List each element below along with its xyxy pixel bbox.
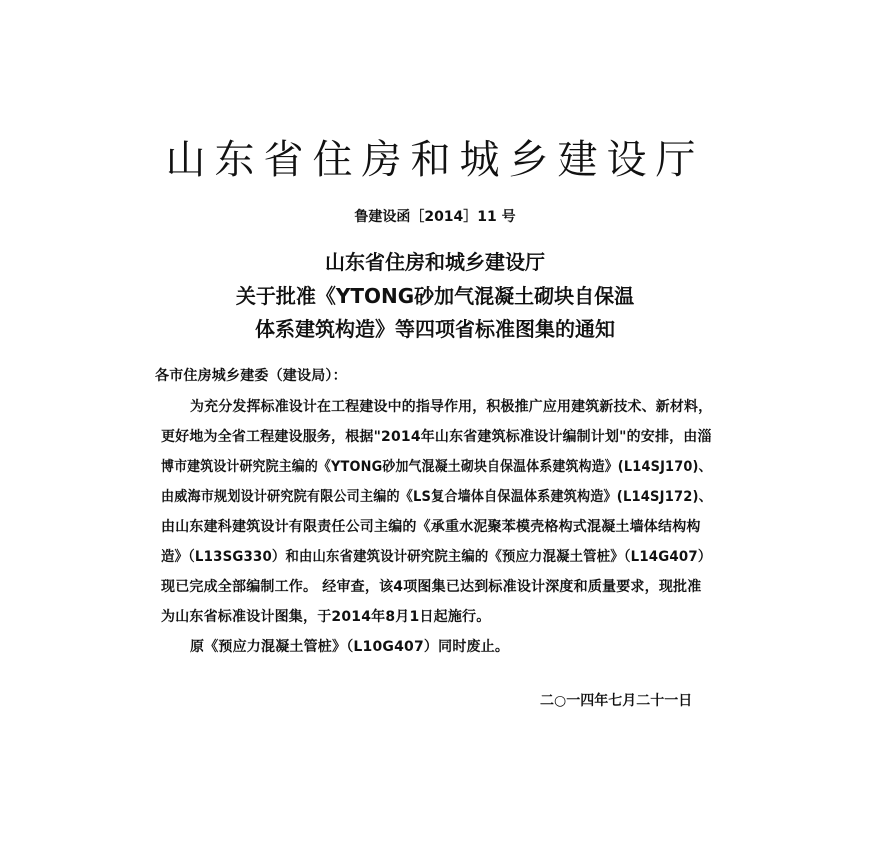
issue-date: 二○一四年七月二十一日 bbox=[540, 693, 693, 709]
salutation: 各市住房城乡建委（建设局）： bbox=[155, 368, 347, 384]
notice-title-line-2: 关于批准《YTONG砂加气混凝土砌块自保温 bbox=[235, 284, 635, 308]
body-line: 原《预应力混凝土管桩》（L10G407）同时废止。 bbox=[190, 639, 510, 655]
body-line: 博市建筑设计研究院主编的《YTONG砂加气混凝土砌块自保温体系建筑构造》(L14SJ170)、 bbox=[161, 459, 712, 475]
issuing-agency-title: 山东省住房和城乡建设厅 bbox=[165, 137, 705, 183]
document-number: 鲁建设函［2014］11 号 bbox=[354, 209, 516, 225]
body-line: 由山东建科建筑设计有限责任公司主编的《承重水泥聚苯模壳格构式混凝土墙体结构构 bbox=[161, 519, 701, 535]
notice-title-line-3: 体系建筑构造》等四项省标准图集的通知 bbox=[255, 317, 615, 341]
body-line: 现已完成全部编制工作。 经审查，该4项图集已达到标准设计深度和质量要求，现批准 bbox=[161, 579, 702, 595]
body-line: 更好地为全省工程建设服务，根据"2014年山东省建筑标准设计编制计划"的安排，由淄 bbox=[161, 429, 712, 445]
body-line: 由威海市规划设计研究院有限公司主编的《LS复合墙体自保温体系建筑构造》(L14SJ172)、 bbox=[161, 489, 712, 505]
notice-title-line-1: 山东省住房和城乡建设厅 bbox=[325, 250, 545, 274]
body-line: 为山东省标准设计图集，于2014年8月1日起施行。 bbox=[161, 609, 491, 625]
body-line: 为充分发挥标准设计在工程建设中的指导作用，积极推广应用建筑新技术、新材料， bbox=[190, 399, 713, 415]
body-line: 造》（L13SG330）和由山东省建筑设计研究院主编的《预应力混凝土管桩》（L14G407） bbox=[161, 549, 712, 565]
